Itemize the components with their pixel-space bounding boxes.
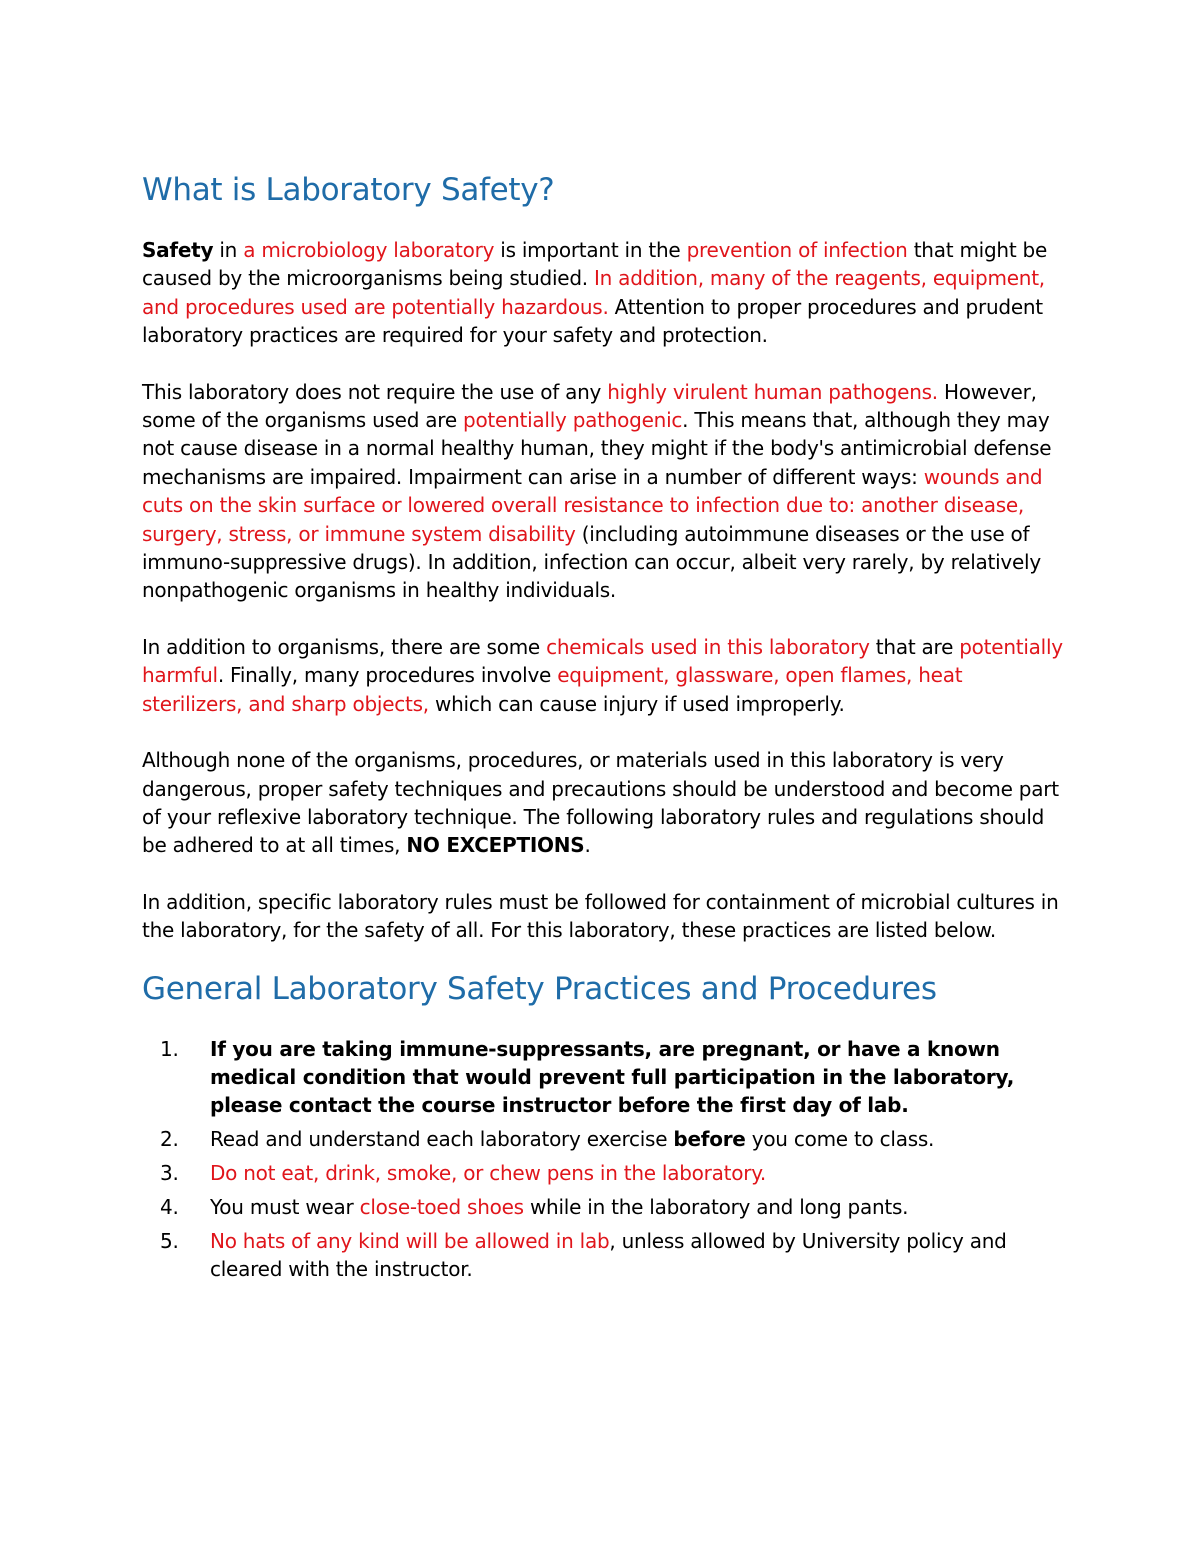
list-number: 2. [160,1127,179,1152]
list-item [142,1159,1067,1187]
text-span: . This means that, although they may not cause disease in a normal healthy human, they might if the body's antimicrobial defense mechanisms are impaired. Impairment can arise in a number of different ways: [142,408,1052,489]
text-span: (including autoimmune diseases or the use of immuno-suppressive drugs). In addition, infection can occur, albeit very rarely, by relatively nonpathogenic organisms in healthy individuals. [142,521,1041,603]
text-span: You must wear [210,1195,360,1220]
paragraph-pathogens [142,378,1067,605]
text-span: Although none of the organisms, procedures, or materials used in this laboratory is very dangerous, proper safety techniques and precautions should be understood and become part of your reflexive laboratory technique. The following laboratory rules and regulations should be adhered to at all times, [142,748,1059,858]
highlight-text: wounds and cuts on the skin surface or lowered overall resistance to infection due to: another disease, surgery, stress, or immune system disability [142,464,1043,546]
list-number: 4. [160,1195,179,1220]
text-span: while in the laboratory and long pants. [523,1195,909,1220]
highlight-text: chemicals used in this laboratory [546,634,870,659]
text-span: . [584,833,591,858]
highlight-text: In addition, many of the reagents, equipment, and procedures used are potentially hazardous. [142,266,1045,319]
bold-term: NO EXCEPTIONS [406,833,585,858]
list-item [142,1035,1067,1120]
text-span: in [213,238,244,262]
highlight-text: equipment, glassware, open flames, heat sterilizers, and sharp objects, [142,663,963,716]
list-item [142,1227,1067,1284]
list-number: 1. [160,1036,179,1061]
text-span: However, some of the organisms used are [142,379,1037,433]
text-span: , unless allowed by University policy and cleared with the instructor. [210,1228,1007,1282]
highlight-text: potentially harmful [142,634,1063,688]
highlight-text: a microbiology laboratory [243,238,495,262]
highlight-text: potentially pathogenic [463,408,683,433]
highlight-text: prevention of infection [686,238,908,262]
page-title: What is Laboratory Safety? [142,172,555,208]
highlight-text: close-toed shoes [359,1195,524,1220]
text-span: . Finally, many procedures involve [217,663,558,688]
text-span: is important in the [494,238,687,262]
list-item [142,1125,1067,1153]
paragraph-rules [142,746,1067,860]
text-span: that might be caused by the microorganisms being studied. [142,238,1048,291]
highlight-text: Do not eat, drink, smoke, or chew pens in the laboratory. [210,1161,767,1186]
text-span: which can cause injury if used improperly. [428,691,845,716]
document-page [142,168,1067,1289]
list-item [142,1193,1067,1221]
text-span: In addition to organisms, there are some [142,634,547,659]
bold-term: Safety [142,238,214,262]
text-span: that are [869,634,960,659]
text-span: Attention to proper procedures and prudent laboratory practices are required for your safety and protection. [142,294,1043,348]
text-span: you come to class. [745,1127,935,1152]
text-span: This laboratory does not require the use of any [142,379,608,404]
section-title: General Laboratory Safety Practices and Procedures [142,970,937,1007]
list-number: 3. [160,1161,179,1186]
bold-term: If you are taking immune-suppressants, are pregnant, or have a known medical condition that would prevent full participation in the laboratory, please contact the course instructor before the first day of lab. [210,1036,1015,1118]
text-span: In addition, specific laboratory rules must be followed for containment of microbial cultures in the laboratory, for the safety of all. For this laboratory, these practices are listed below. [142,889,1059,943]
text-span: Read and understand each laboratory exercise [210,1127,674,1152]
highlight-text: No hats of any kind will be allowed in lab [210,1228,610,1253]
highlight-text: highly virulent human pathogens. [607,379,938,404]
paragraph-intro [142,236,1067,350]
paragraph-containment [142,888,1067,945]
bold-term: before [673,1127,746,1152]
safety-practices-list [142,1035,1067,1284]
paragraph-chemicals [142,633,1067,718]
list-number: 5. [160,1228,179,1253]
